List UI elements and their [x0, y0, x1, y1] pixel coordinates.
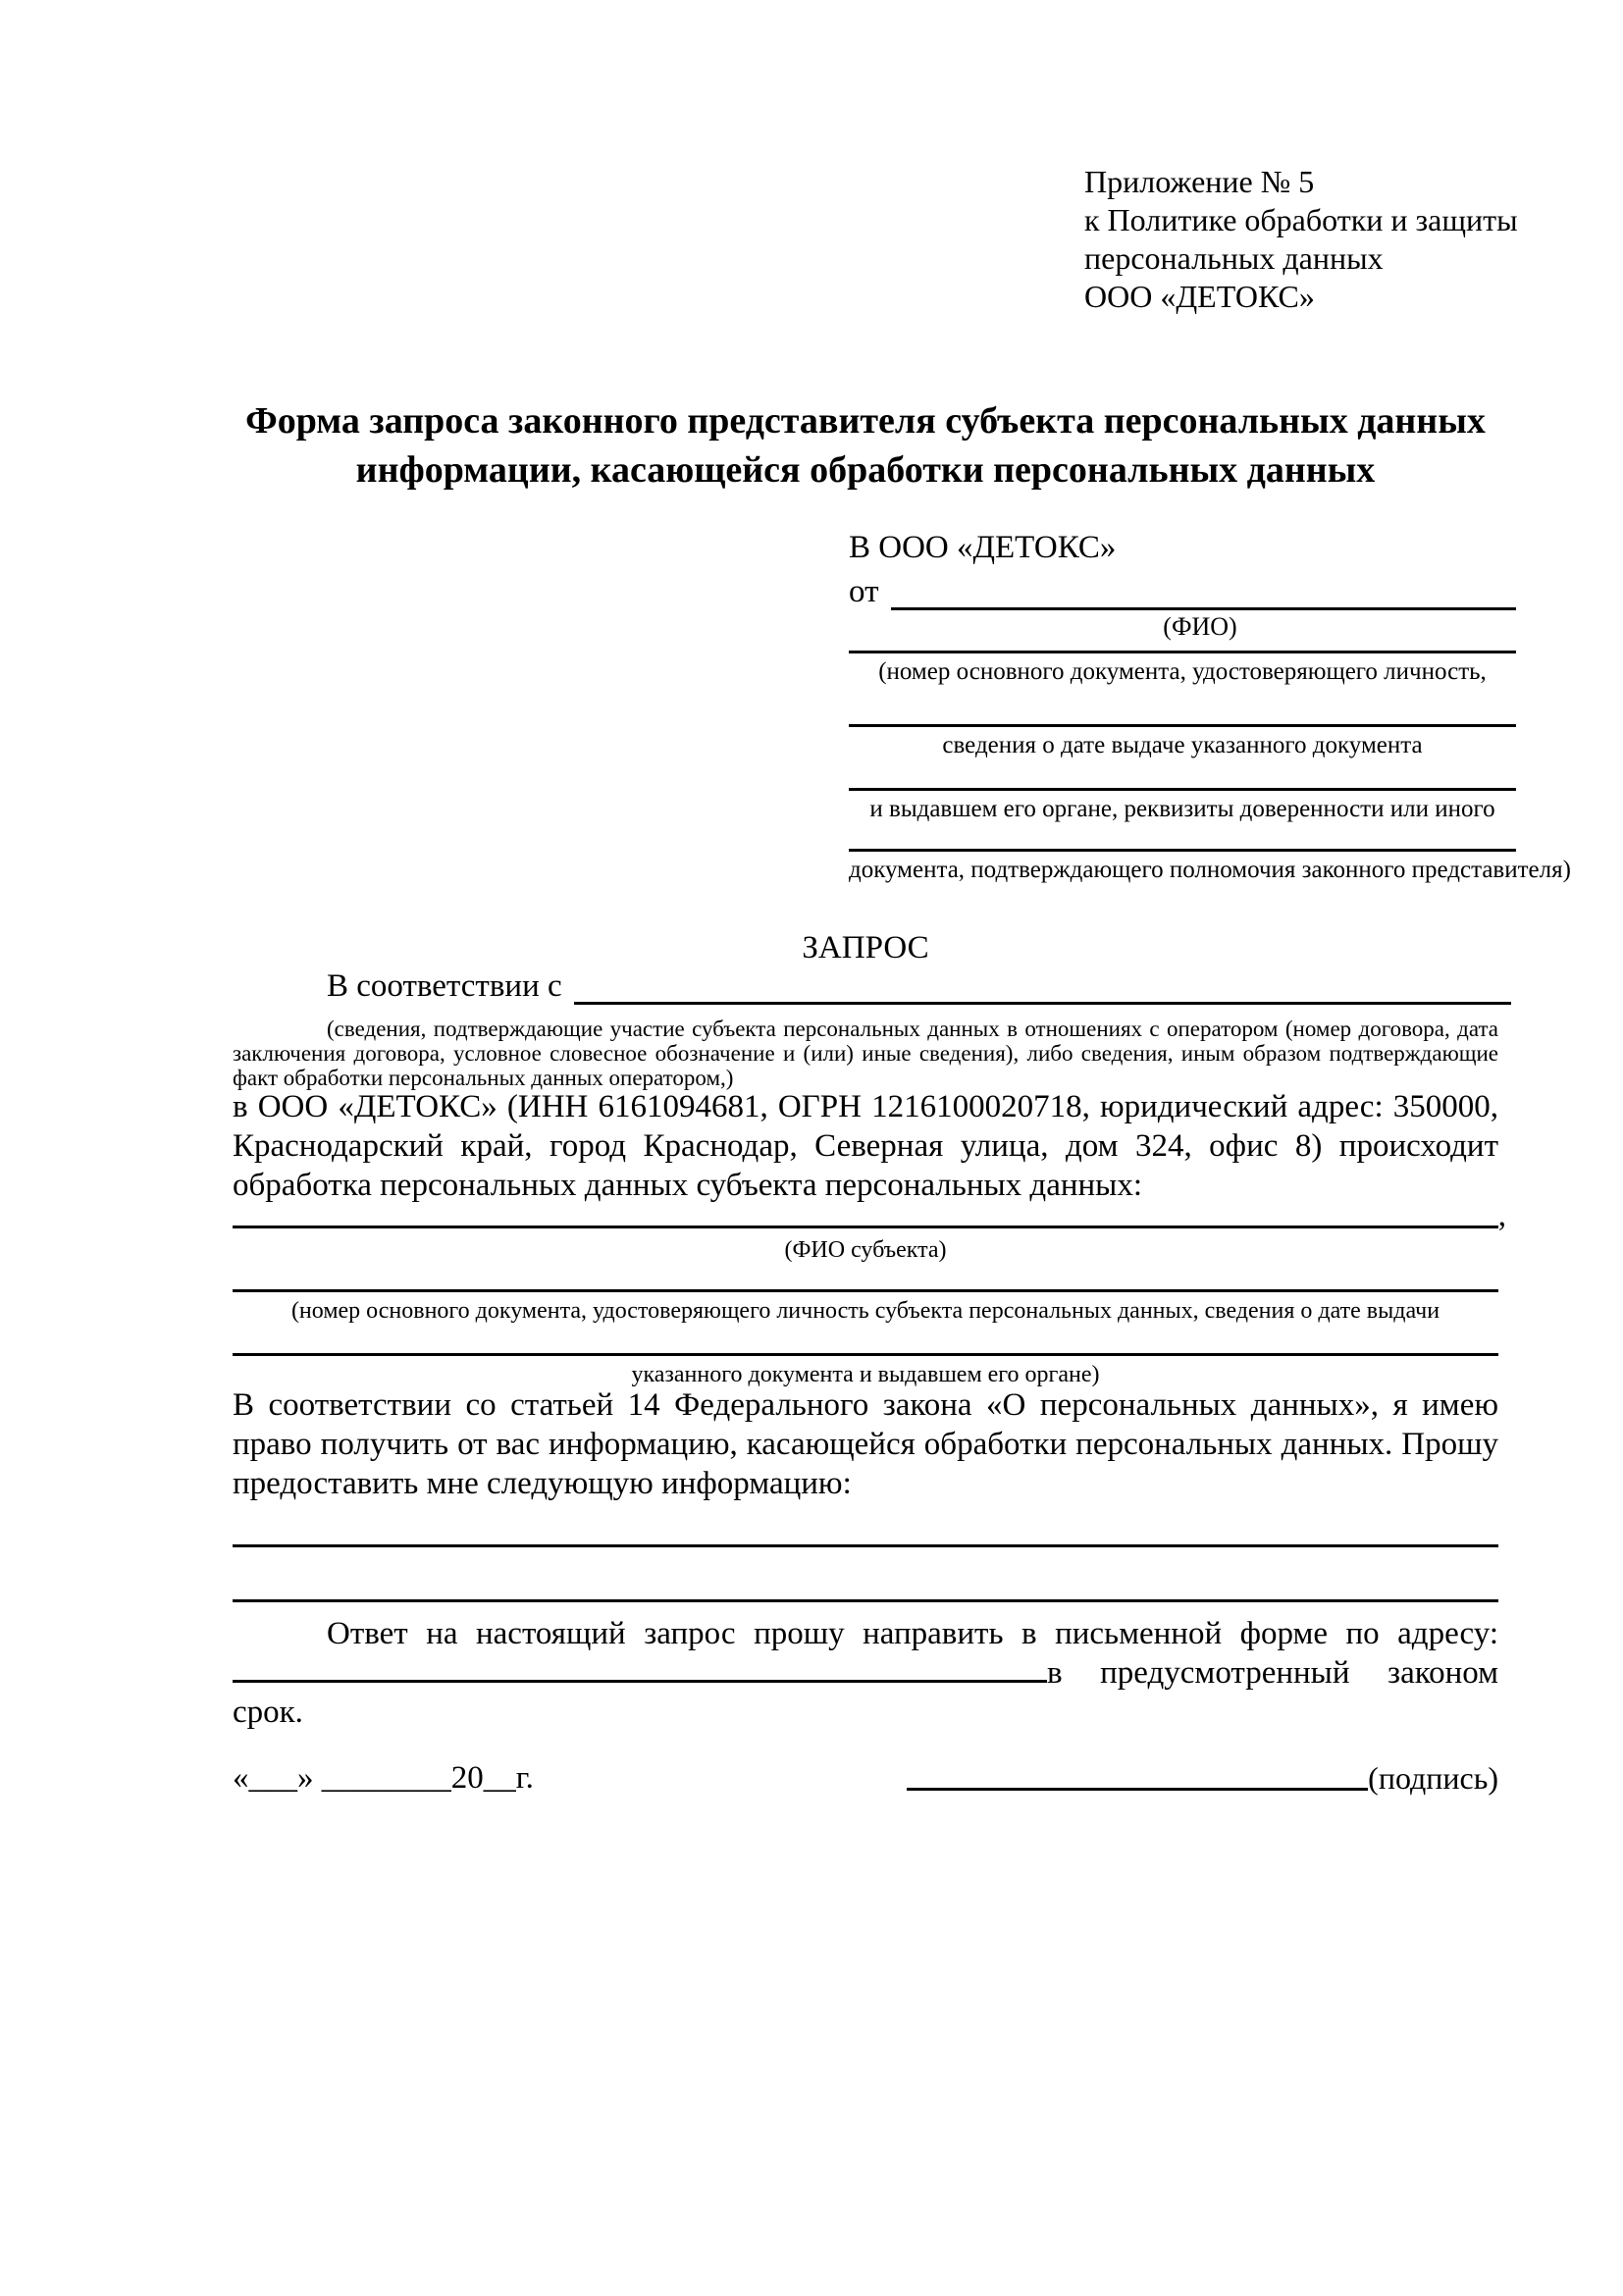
appendix-line-1: Приложение № 5: [1084, 164, 1315, 199]
addressee-to: В ООО «ДЕТОКС»: [849, 530, 1117, 565]
doc-field-1: [849, 650, 1516, 686]
answer-suffix: в предусмотренный законом срок.: [233, 1655, 1498, 1730]
info-blank-line-1: [233, 1544, 1498, 1547]
appendix-line-4: ООО «ДЕТОКС»: [1084, 279, 1315, 314]
appendix-line-3: персональных данных: [1084, 240, 1384, 276]
form-title: [233, 396, 1498, 495]
footer-row: [233, 1760, 1498, 1797]
law-paragraph: В соответствии со статьей 14 Федерального закона «О персональных данных», я имею право получить от вас информацию, касающейся обработки персональных данных. Прошу предоставить мне следующую информацию:: [233, 1387, 1498, 1501]
doc-blank-line-1: [849, 650, 1516, 653]
doc-caption-1: (номер основного документа, удостоверяющего личность,: [878, 658, 1487, 685]
trailing-comma: ,: [1497, 1198, 1506, 1233]
intro-row: [233, 969, 1511, 1005]
intro-label: В соответствии с: [327, 968, 562, 1004]
signature-caption: (подпись): [1368, 1760, 1498, 1796]
signature-blank-line: [907, 1788, 1368, 1791]
form-title-line-2: информации, касающейся обработки персональных данных: [355, 449, 1376, 491]
doc-blank-line-3: [849, 787, 1516, 791]
subject-doc-blank-line-1: [233, 1289, 1498, 1292]
subject-fio-caption: (ФИО субъекта): [784, 1237, 947, 1263]
subject-doc-caption-1: (номер основного документа, удостоверяющего личность субъекта персональных данных, сведения о дате выдачи: [290, 1298, 1440, 1324]
form-title-line-1: Форма запроса законного представителя субъекта персональных данных: [245, 400, 1486, 442]
from-row: [849, 573, 1516, 610]
doc-caption-2: сведения о дате выдаче указанного документа: [942, 732, 1423, 758]
intro-blank-line: [574, 969, 1511, 1005]
doc-field-2: [849, 723, 1516, 759]
request-heading: ЗАПРОС: [802, 930, 929, 965]
appendix-header: [1084, 163, 1518, 316]
address-blank-line: [233, 1680, 1047, 1683]
subject-fio-field: [233, 1198, 1506, 1233]
doc-caption-3: и выдавшем его органе, реквизиты доверенности или иного: [869, 796, 1495, 822]
appendix-line-2: к Политике обработки и защиты: [1084, 202, 1518, 237]
date-line: «___» ________20__г.: [233, 1760, 534, 1796]
fio-caption: (ФИО): [1163, 612, 1237, 641]
subject-doc-caption-2: указанного документа и выдавшем его органе): [631, 1362, 1100, 1387]
doc-blank-line-2: [849, 723, 1516, 727]
from-label: от: [849, 574, 879, 609]
answer-sentence: Ответ на настоящий запрос прошу направить в письменной форме по адресу:: [327, 1616, 1498, 1651]
doc-field-4: [849, 848, 1571, 884]
doc-field-3: [849, 787, 1516, 823]
subject-fio-blank-line: [233, 1207, 1498, 1228]
fio-blank-line: [891, 573, 1517, 610]
intro-caption: (сведения, подтверждающие участие субъекта персональных данных в отношениях с оператором (номер договора, дата заключения договора, условное словесное обозначение и (или) иные сведения), либо сведения, иным образом подтверждающие факт обработки персональных данных оператором,): [233, 1017, 1498, 1090]
info-blank-line-2: [233, 1599, 1498, 1602]
subject-doc-blank-line-2: [233, 1353, 1498, 1356]
doc-blank-line-4: [849, 848, 1516, 852]
answer-paragraph: [233, 1614, 1498, 1732]
operator-paragraph: в ООО «ДЕТОКС» (ИНН 6161094681, ОГРН 1216100020718, юридический адрес: 350000, Краснодарский край, город Краснодар, Северная улица, дом 324, офис 8) происходит обработка персональных данных субъекта персональных данных:: [233, 1089, 1498, 1203]
doc-caption-4: документа, подтверждающего полномочия законного представителя): [849, 857, 1571, 883]
